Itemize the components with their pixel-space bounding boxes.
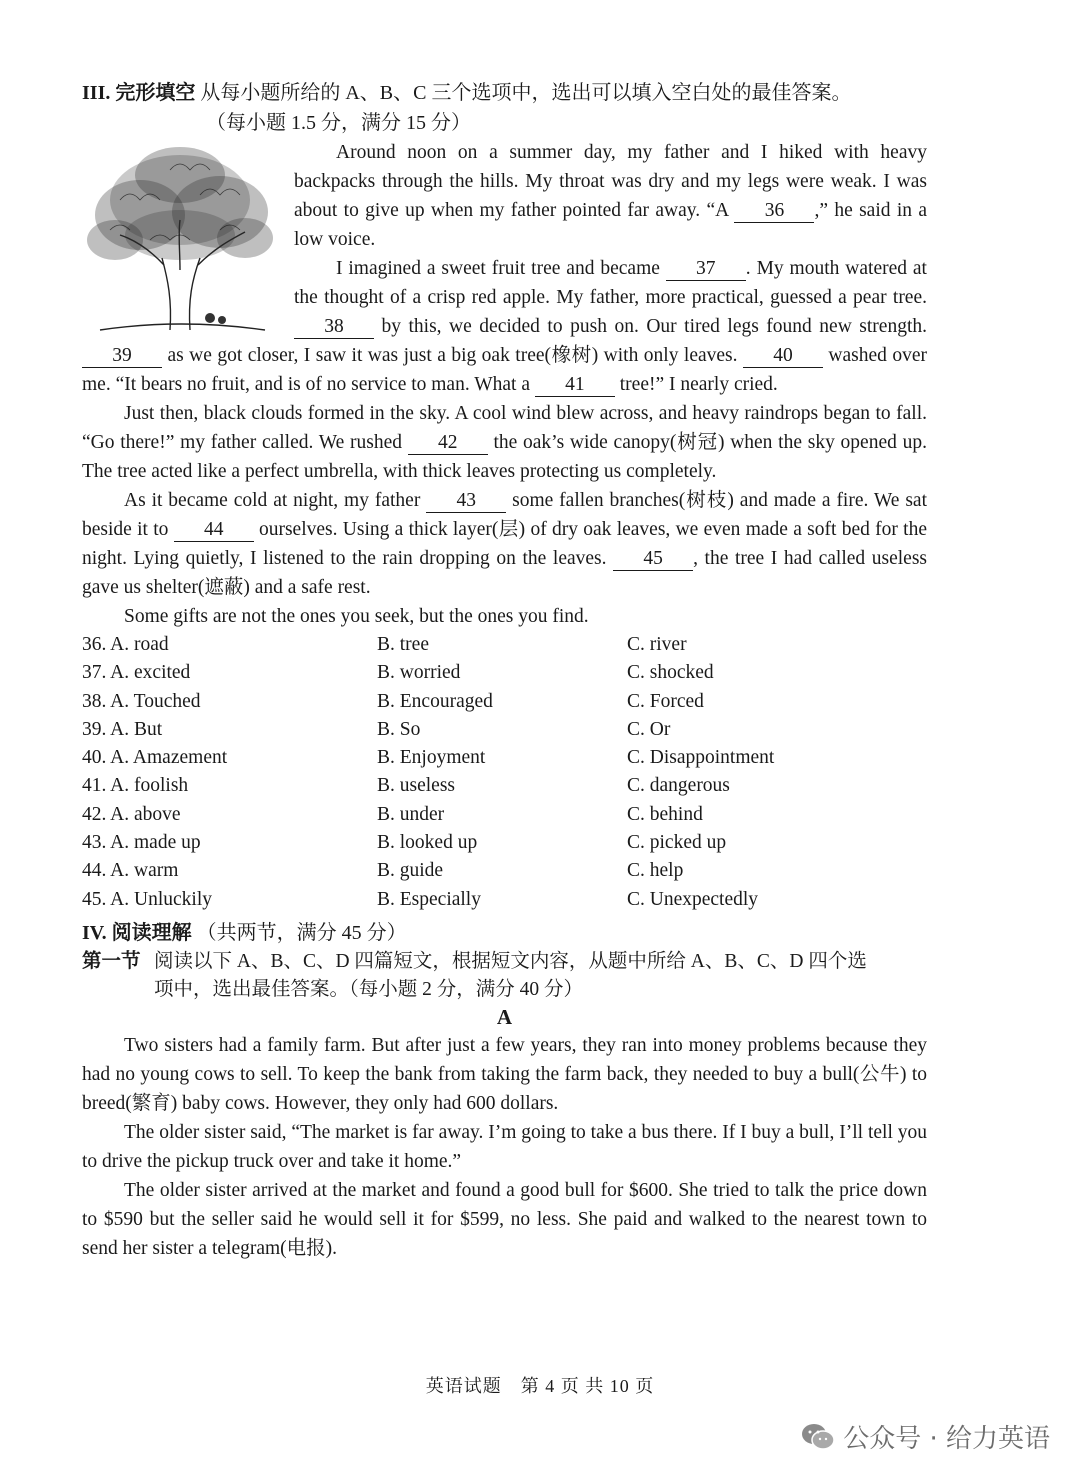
section3-score: （每小题 1.5 分，满分 15 分）	[206, 112, 471, 134]
passage-paragraph-1: Around noon on a summer day, my father and I hiked with heavy backpacks through the hills. My throat was dry and my legs were weak. I was about to give up when my father pointed far away. “A 36 ,” he said in a low voice.	[294, 142, 927, 250]
page-footer: 英语试题 第 4 页 共 10 页	[425, 1376, 655, 1396]
blank-36: 36	[734, 200, 814, 223]
passage-paragraph-4: As it became cold at night, my father 43 some fallen branches(树枝) and made a fire. We sat beside it to 44 ourselves. Using a thick layer(层) of dry oak leaves, we even made a soft bed for the night. Lying quietly, I listened to the rain dropping on the leaves. 45 , the tree I had called useless gave us shelter(遮蔽) and a safe rest.	[82, 490, 927, 598]
passage-paragraph-5: Some gifts are not the ones you seek, but the ones you find.	[124, 606, 589, 627]
reading-paragraph-2: The older sister said, “The market is far away. I’m going to take a bus there. If I buy a bull, I’ll tell you to drive the pickup truck over and take it home.”	[82, 1121, 927, 1172]
oak-tree-illustration-icon	[80, 140, 280, 335]
blank-40: 40	[743, 345, 823, 368]
blank-44: 44	[174, 519, 254, 542]
option-row-38: 38. A. Touched B. Encouraged C. Forced	[82, 690, 704, 712]
option-row-45: 45. A. Unluckily B. Especially C. Unexpectedly	[82, 888, 759, 910]
option-row-44: 44. A. warm B. guide C. help	[82, 860, 684, 882]
section4-heading	[82, 918, 927, 948]
blank-45: 45	[613, 548, 693, 571]
watermark	[801, 1418, 1050, 1455]
exam-page	[82, 78, 927, 1263]
option-row-37: 37. A. excited B. worried C. shocked	[82, 662, 714, 684]
part1-label: 第一节	[82, 950, 141, 972]
blank-42: 42	[408, 432, 488, 455]
part1-instruction-line1: 阅读以下 A、B、C、D 四篇短文，根据短文内容，从题中所给 A、B、C、D 四个选	[154, 950, 867, 972]
part1-instruction-line2: 项中，选出最佳答案。（每小题 2 分，满分 40 分）	[154, 978, 584, 1000]
option-row-36: 36. A. road B. tree C. river	[82, 634, 687, 655]
section4-numeral: IV. 阅读理解	[82, 921, 192, 944]
blank-43: 43	[426, 490, 506, 513]
option-row-42: 42. A. above B. under C. behind	[82, 803, 703, 825]
blank-38: 38	[294, 316, 374, 339]
section3-heading	[82, 78, 927, 108]
reading-paragraph-1: Two sisters had a family farm. But after just a few years, they ran into money problems because they had no young cows to sell. To keep the bank from taking the farm back, they needed to buy a bull(公牛) to breed(繁育) baby cows. However, they only had 600 dollars.	[82, 1034, 927, 1114]
section4-score: （共两节，满分 45 分）	[196, 921, 407, 944]
part1-instruction	[82, 948, 927, 976]
blank-37: 37	[666, 258, 746, 281]
passage-paragraph-3: Just then, black clouds formed in the sky. A cool wind blew across, and heavy raindrops began to fall. “Go there!” my father called. We rushed 42 the oak’s wide canopy(树冠) when the sky opened up. The tree acted like a perfect umbrella, with thick leaves protecting us completely.	[82, 403, 927, 482]
passage-letter: A	[496, 1004, 513, 1029]
blank-39: 39	[82, 345, 162, 368]
options-list	[82, 631, 927, 914]
blank-41: 41	[535, 374, 615, 397]
option-row-40: 40. A. Amazement B. Enjoyment C. Disappointment	[82, 747, 775, 769]
option-row-41: 41. A. foolish B. useless C. dangerous	[82, 775, 730, 797]
reading-paragraph-3: The older sister arrived at the market and found a good bull for $600. She tried to talk the price down to $590 but the seller said he would sell it for $599, no less. She paid and walked to the nearest town to send her sister a telegram(电报).	[82, 1179, 927, 1259]
watermark-text: 公众号 · 给力英语	[843, 1424, 1050, 1454]
option-row-39: 39. A. But B. So C. Or	[82, 718, 671, 740]
section3-numeral: III. 完形填空	[82, 82, 196, 104]
passage-paragraph-2: I imagined a sweet fruit tree and became 37 . My mouth watered at the thought of a crisp red apple. My father, more practical, guessed a pear tree. 38 by this, we decided to push on. Our tired legs found new strength. 39 as we got closer, I saw it was just a big oak tree(橡树) with only leaves. 40 washed over me. “It bears no fruit, and is of no service to man. What a 41 tree!” I nearly cried.	[82, 258, 927, 395]
section3-instruction: 从每小题所给的 A、B、C 三个选项中，选出可以填入空白处的最佳答案。	[200, 82, 852, 104]
option-row-43: 43. A. made up B. looked up C. picked up	[82, 832, 727, 854]
wechat-icon	[801, 1422, 835, 1452]
